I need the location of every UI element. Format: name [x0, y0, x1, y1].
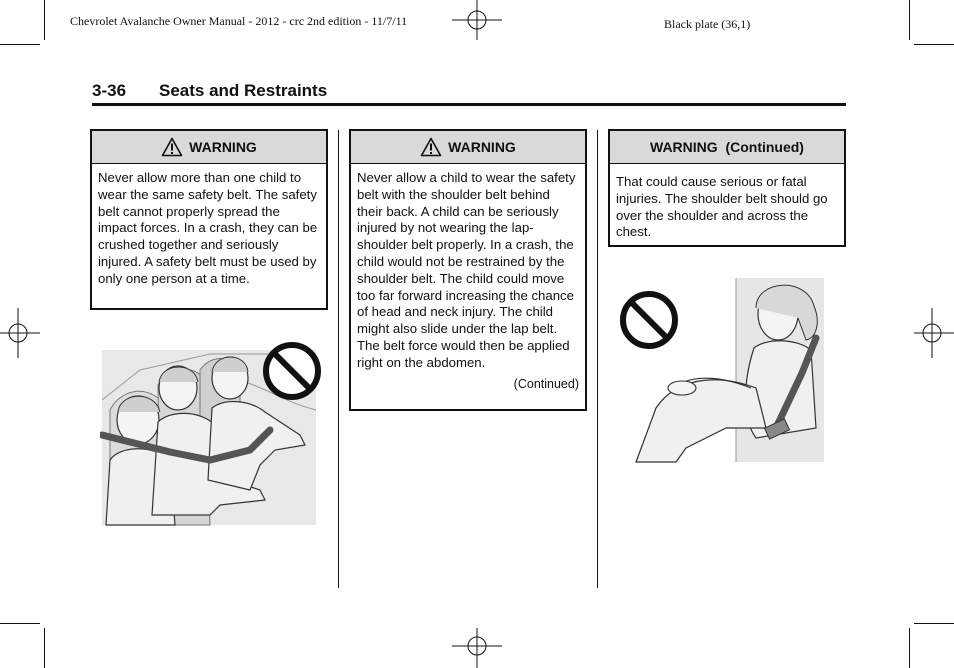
warning-header — [610, 131, 844, 164]
warning-title: WARNING (Continued) — [650, 139, 804, 155]
warning-body — [351, 164, 585, 398]
crop-mark — [909, 628, 910, 668]
registration-mark-icon — [452, 0, 502, 40]
crop-mark — [44, 628, 45, 668]
crop-mark — [909, 0, 910, 40]
warning-box — [90, 129, 328, 310]
registration-mark-icon — [914, 308, 954, 358]
registration-mark-icon — [452, 628, 502, 668]
continued-label: (Continued) — [513, 376, 579, 391]
warning-title: WARNING — [448, 139, 516, 155]
column-divider — [338, 130, 339, 588]
prohibition-icon — [623, 294, 675, 346]
warning-header — [351, 131, 585, 164]
plate-label: Black plate (36,1) — [664, 17, 751, 31]
child-belt-behind-back-illustration — [616, 278, 828, 464]
warning-triangle-icon — [161, 137, 183, 157]
warning-text: Never allow a child to wear the safety belt with the shoulder belt behind their back. A child can be seriously injured by not wearing the lap-shoulder belt properly. In a crash, the child would not be restrained by the shoulder belt. The child could move too far forward increasing the chance of head and neck injury. The child might also slide under the lap belt. The belt force would then be applied right on the abdomen. — [357, 170, 576, 370]
page-number: 3-36 — [92, 81, 127, 100]
warning-triangle-icon — [420, 137, 442, 157]
warning-text: That could cause serious or fatal injuries. The shoulder belt should go over the shoulder and across the chest. — [616, 174, 828, 240]
crop-mark — [914, 44, 954, 45]
column-divider — [597, 130, 598, 588]
print-slug: Chevrolet Avalanche Owner Manual - 2012 - crc 2nd edition - 11/7/11 — [70, 14, 408, 28]
crop-mark — [44, 0, 45, 40]
three-children-one-belt-illustration — [100, 340, 326, 528]
registration-mark-icon — [0, 308, 40, 358]
warning-text: Never allow more than one child to wear the same safety belt. The safety belt cannot properly spread the impact forces. In a crash, they can be crushed together and seriously injured. A safety belt must be used by only one person at a time. — [98, 170, 318, 286]
crop-mark — [914, 623, 954, 624]
section-title: Seats and Restraints — [159, 81, 328, 100]
crop-mark — [0, 623, 40, 624]
page-header — [92, 81, 846, 106]
crop-mark — [0, 44, 40, 45]
warning-box — [608, 129, 846, 247]
warning-header — [92, 131, 326, 164]
prohibition-icon — [266, 345, 318, 397]
warning-box — [349, 129, 587, 411]
warning-title: WARNING — [189, 139, 257, 155]
